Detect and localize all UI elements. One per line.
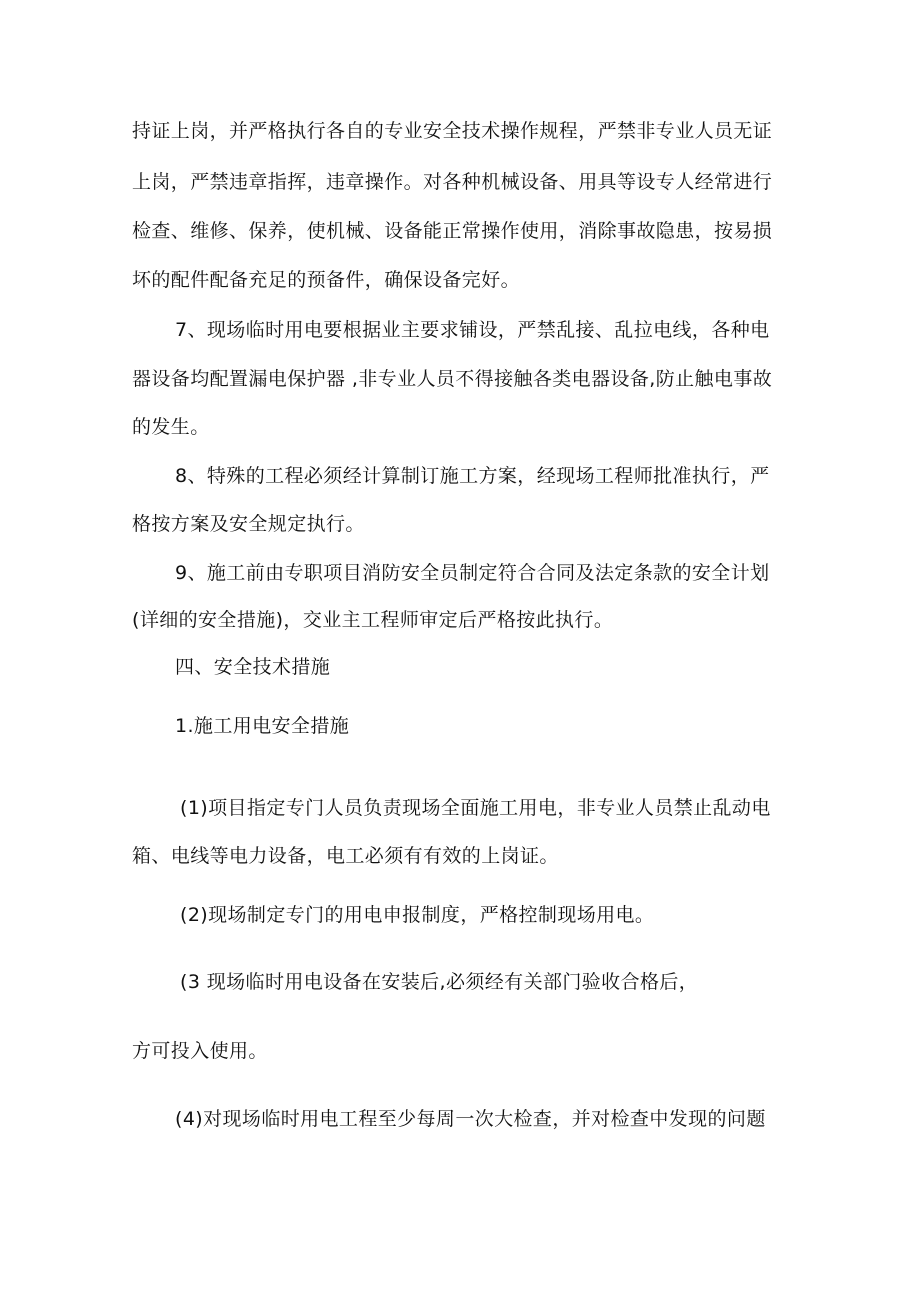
text-line: 9、施工前由专职项目消防安全员制定符合合同及法定条款的安全计划 bbox=[175, 562, 770, 584]
text-line: 检查、维修、保养，使机械、设备能正常操作使用，消除事故隐患，按易损 bbox=[132, 220, 773, 242]
text-line: 持证上岗，并严格执行各自的专业安全技术操作规程，严禁非专业人员无证 bbox=[132, 120, 773, 142]
text-line: 上岗，严禁违章指挥，违章操作。对各种机械设备、用具等设专人经常进行 bbox=[132, 171, 773, 193]
text-line: 8、特殊的工程必须经计算制订施工方案，经现场工程师批准执行，严 bbox=[175, 465, 770, 487]
text-line: (2)现场制定专门的用电申报制度，严格控制现场用电。 bbox=[180, 904, 655, 926]
text-line: (3 现场临时用电设备在安装后,必须经有关部门验收合格后， bbox=[180, 971, 699, 993]
text-line: (1)项目指定专门人员负责现场全面施工用电，非专业人员禁止乱动电 bbox=[180, 797, 771, 819]
text-line: 坏的配件配备充足的预备件，确保设备完好。 bbox=[132, 269, 521, 291]
text-line: 的发生。 bbox=[132, 416, 210, 438]
text-line: 箱、电线等电力设备，电工必须有有效的上岗证。 bbox=[132, 845, 559, 867]
text-line: 方可投入使用。 bbox=[132, 1040, 268, 1062]
text-line: 格按方案及安全规定执行。 bbox=[132, 513, 365, 535]
section-heading: 四、安全技术措施 bbox=[175, 656, 331, 678]
text-line: (详细的安全措施)，交业主工程师审定后严格按此执行。 bbox=[132, 609, 614, 631]
text-line: 器设备均配置漏电保护器 ,非专业人员不得接触各类电器设备,防止触电事故 bbox=[132, 368, 773, 390]
text-line: 7、现场临时用电要根据业主要求铺设，严禁乱接、乱拉电线，各种电 bbox=[175, 319, 770, 341]
subsection-heading: 1.施工用电安全措施 bbox=[175, 715, 350, 737]
text-line: (4)对现场临时用电工程至少每周一次大检查，并对检查中发现的问题 bbox=[175, 1108, 766, 1130]
